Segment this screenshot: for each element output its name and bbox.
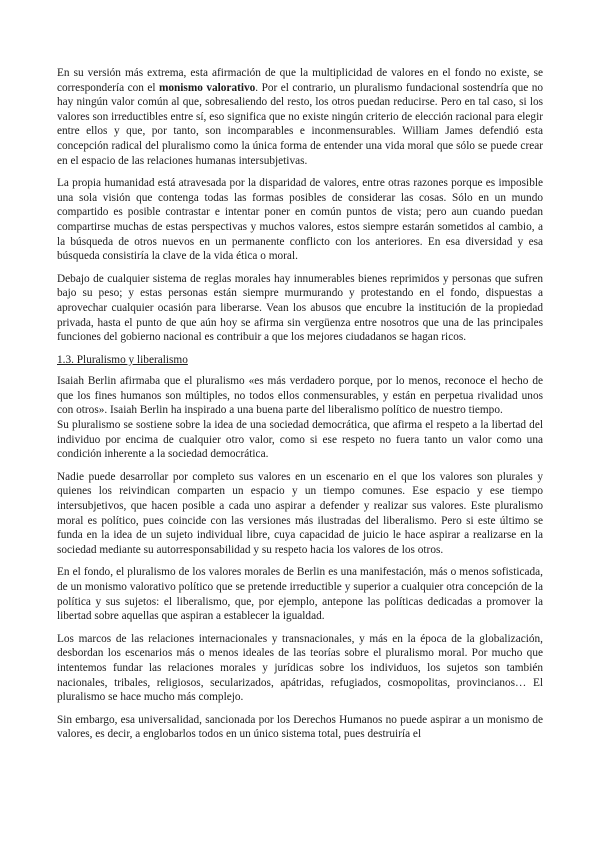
- paragraph-humanidad: La propia humanidad está atravesada por la disparidad de valores, entre otras razones porque es imposible una sola visión que contenga todas las formas posibles de considerar las cosas. Sólo en un mundo compartido es posible contrastar e intentar poner en común puntos de vista; pero aun cuando puedan compartirse muchas de estas perspectivas y muchos valores, estos siempre estarán sometidos al cambio, a la búsqueda de otros nuevos en un permanente conflicto con los anteriores. En esa diversidad y esa búsqueda consistiría la clave de la vida ética o moral.: [57, 177, 543, 263]
- paragraph-monismo-rest: . Por el contrario, un pluralismo fundacional sostendría que no hay ningún valor común al que, sobresaliendo del resto, los otros puedan reducirse. Pero en tal caso, si los valores son irreductibles entre sí, eso significa que no existe ningún criterio de elección racional para elegir entre ellos y que, por tanto, son incomparables e inconmensurables. William James defendió esta concepción radical del pluralismo como la única forma de entender una vida moral que sólo se puede crear en el espacio de las relaciones humanas intersubjetivas.: [57, 81, 543, 167]
- paragraph-monismo-intro: En su versión más extrema, esta afirmación de que la multiplicidad de valores en el fondo no existe, se correspondería con el: [57, 67, 543, 94]
- paragraph-globalizacion: Los marcos de las relaciones internacionales y transnacionales, y más en la época de la globalización, desbordan los escenarios más o menos ideales de las teorías sobre el pluralismo moral. Por mucho que intentemos fundar las relaciones morales y jurídicas sobre los individuos, los sujetos son también nacionales, tribales, religiosos, secularizados, apátridas, refugiados, cosmopolitas, provincianos… El pluralismo se hace mucho más complejo.: [57, 632, 543, 704]
- paragraph-sociedad-democratica: Su pluralismo se sostiene sobre la idea de una sociedad democrática, que afirma el respeto a la libertad del individuo por encima de cualquier otro valor, como si ese respeto no fuera tanto un valor como una condición inherente a la sociedad democrática.: [57, 419, 543, 461]
- paragraph-derechos-humanos: Sin embargo, esa universalidad, sancionada por los Derechos Humanos no puede aspirar a un monismo de valores, es decir, a englobarlos todos en un único sistema total, pues destruiría el: [57, 713, 543, 741]
- paragraph-escenario: Nadie puede desarrollar por completo sus valores en un escenario en el que los valores son plurales y quienes los reivindican comparten un espacio y un tiempo comunes. Ese espacio y ese tiempo intersubjetivos, que hacen posible a cada uno aspirar a defender y realizar sus valores. Este pluralismo moral es político, pues coincide con las versiones más ilustradas del liberalismo. Pero si este último se funda en la idea de un sujeto individual libre, cuya capacidad de juicio le hace aspirar a realizarse en la sociedad mediante su autorresponsabilidad y su respeto hacia los valores de los otros.: [57, 470, 543, 556]
- paragraph-reglas-morales: Debajo de cualquier sistema de reglas morales hay innumerables bienes reprimidos y personas que sufren bajo su peso; y estas personas están siempre murmurando y protestando en el fondo, dispuestas a aprovechar cualquier ocasión para liberarse. Vean los abusos que encubre la institución de la propiedad privada, hasta el punto de que aún hoy se afirma sin vergüenza entre nosotros que una de las principales funciones del gobierno nacional es contribuir a que los mejores ciudadanos se hagan ricos.: [57, 272, 543, 344]
- document-page: [57, 66, 543, 750]
- paragraph-monismo-politico: En el fondo, el pluralismo de los valores morales de Berlin es una manifestación, más o menos sofisticada, de un monismo valorativo político que se pretende irreductible y superior a cualquier otra concepción de la política y sus sujetos: el liberalismo, que, por ejemplo, antepone las políticas dedicadas a promover la libertad sobre aquellas que aspiran a establecer la igualdad.: [57, 566, 543, 623]
- paragraph-monismo: [57, 66, 543, 168]
- section-heading: 1.3. Pluralismo y liberalismo: [57, 353, 188, 366]
- paragraph-berlin: Isaiah Berlin afirmaba que el pluralismo «es más verdadero porque, por lo menos, reconoce el hecho de que los fines humanos son múltiples, no todos ellos conmensurables, y están en perpetua rivalidad unos con otros». Isaiah Berlin ha inspirado a una buena parte del liberalismo político de nuestro tiempo.: [57, 375, 543, 417]
- term-monismo-valorativo: monismo valorativo: [158, 81, 256, 94]
